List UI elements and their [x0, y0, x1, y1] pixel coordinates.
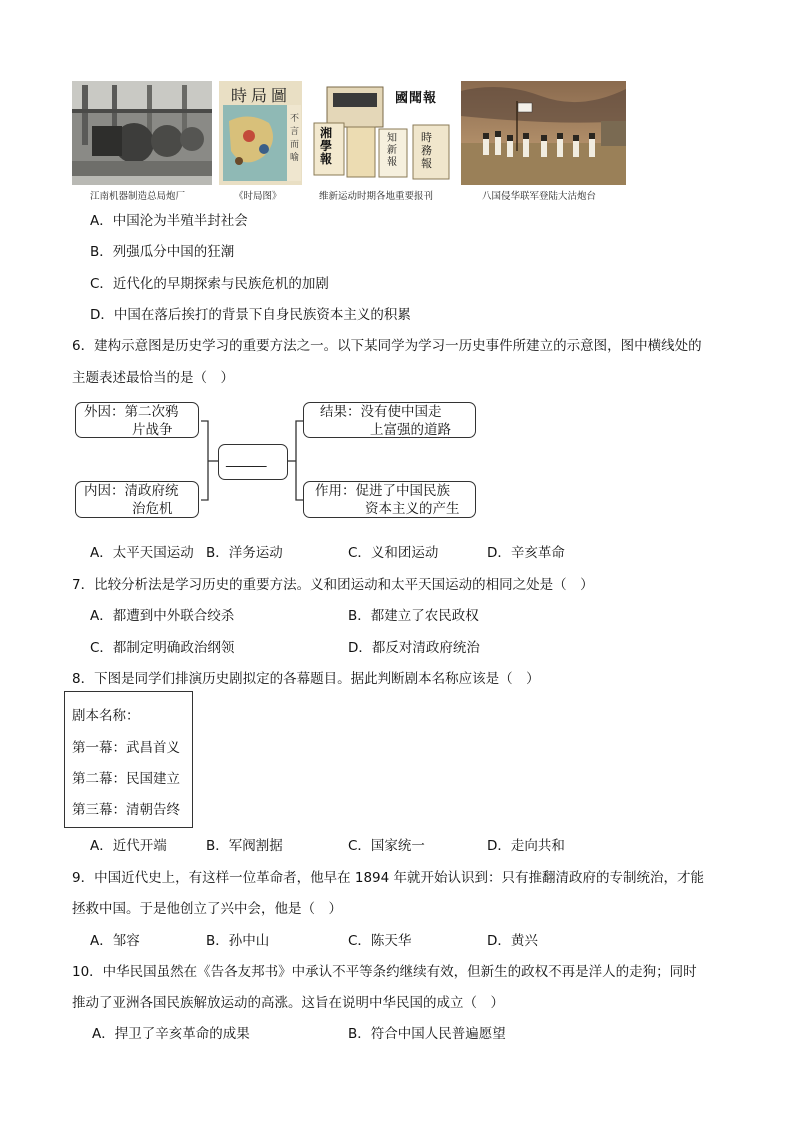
q5-option-a: A．中国沦为半殖半封社会	[90, 213, 248, 229]
diagram-box-effect	[303, 481, 476, 518]
q8-option-b: B．军阀割据	[206, 838, 283, 854]
q7-option-b: B．都建立了农民政权	[348, 608, 479, 624]
play-act: 第二幕：民国建立	[72, 771, 180, 787]
paper-name: 湘學報	[320, 126, 333, 166]
q8-option-d: D．走向共和	[487, 838, 565, 854]
box-text: 外因：第二次鸦	[84, 404, 179, 420]
q7-option-a: A．都遭到中外联合绞杀	[90, 608, 235, 624]
shijutu-map	[219, 81, 302, 185]
q5-option-b: B．列强瓜分中国的狂潮	[90, 244, 235, 260]
q10-stem: 推动了亚洲各国民族解放运动的高涨。这旨在说明中华民国的成立（ ）	[72, 995, 504, 1011]
blank-line: ______	[226, 452, 267, 468]
q9-option-c: C．陈天华	[348, 933, 412, 949]
q5-option-d: D．中国在落后挨打的背景下自身民族资本主义的积累	[90, 307, 411, 323]
diagram-box-result	[303, 402, 476, 438]
q8-option-c: C．国家统一	[348, 838, 425, 854]
q9-option-a: A．邹容	[90, 933, 140, 949]
q10-stem: 10．中华民国虽然在《告各友邦书》中承认不平等条约继续有效，但新生的政权不再是洋人的走狗；同时	[72, 964, 697, 980]
box-text: 片战争	[132, 422, 173, 438]
q8-stem: 8．下图是同学们排演历史剧拟定的各幕题目。据此判断剧本名称应该是（ ）	[72, 671, 540, 687]
q6-option-a: A．太平天国运动	[90, 545, 194, 561]
diagram-box-internal-cause	[75, 481, 199, 518]
photo-caption: 《时局图》	[234, 191, 282, 202]
q9-stem: 拯救中国。于是他创立了兴中会，他是（ ）	[72, 901, 342, 917]
box-text: 作用：促进了中国民族	[315, 483, 450, 499]
q7-option-d: D．都反对清政府统治	[348, 640, 480, 656]
box-text: 结果：没有使中国走	[320, 404, 442, 420]
paper-name: 知新報	[387, 133, 397, 168]
q6-option-c: C．义和团运动	[348, 545, 439, 561]
photo-caption: 江南机器制造总局炮厂	[90, 191, 186, 202]
q10-option-b: B．符合中国人民普遍愿望	[348, 1026, 506, 1042]
box-text: 上富强的道路	[370, 422, 451, 438]
play-act: 第一幕：武昌首义	[72, 740, 180, 756]
play-title: 剧本名称：	[72, 708, 140, 724]
arsenal-photo	[72, 81, 212, 185]
paper-name: 國聞報	[395, 91, 438, 106]
newspapers-photo	[309, 81, 455, 185]
play-act: 第三幕：清朝告终	[72, 802, 180, 818]
photo-caption: 维新运动时期各地重要报刊	[319, 191, 434, 202]
q9-option-d: D．黄兴	[487, 933, 538, 949]
q6-option-b: B．洋务运动	[206, 545, 283, 561]
q5-option-c: C．近代化的早期探索与民族危机的加剧	[90, 276, 329, 292]
allied-forces-painting	[461, 81, 626, 185]
q6-stem: 主题表述最恰当的是（ ）	[72, 370, 234, 386]
diagram-box-center-blank	[218, 444, 288, 480]
q6-option-d: D．辛亥革命	[487, 545, 565, 561]
map-title: 時局圖	[231, 86, 292, 105]
paper-name: 時務報	[421, 131, 432, 170]
q9-option-b: B．孙中山	[206, 933, 270, 949]
box-text: 内因：清政府统	[84, 483, 179, 499]
box-text: 资本主义的产生	[365, 501, 460, 517]
play-title-box	[64, 691, 193, 828]
q6-stem: 6．建构示意图是历史学习的重要方法之一。以下某同学为学习一历史事件所建立的示意图，图中横线处的	[72, 338, 702, 354]
diagram-box-external-cause	[75, 402, 199, 438]
map-side-text: 不言而喻	[290, 114, 300, 163]
q8-option-a: A．近代开端	[90, 838, 167, 854]
box-text: 治危机	[132, 501, 173, 517]
q7-stem: 7．比较分析法是学习历史的重要方法。义和团运动和太平天国运动的相同之处是（ ）	[72, 577, 594, 593]
photo-caption: 八国侵华联军登陆大沽炮台	[482, 191, 597, 202]
q9-stem: 9．中国近代史上，有这样一位革命者，他早在 1894 年就开始认识到：只有推翻清政府的专制统治，才能	[72, 870, 705, 886]
q7-option-c: C．都制定明确政治纲领	[90, 640, 235, 656]
q10-option-a: A．捍卫了辛亥革命的成果	[92, 1026, 250, 1042]
